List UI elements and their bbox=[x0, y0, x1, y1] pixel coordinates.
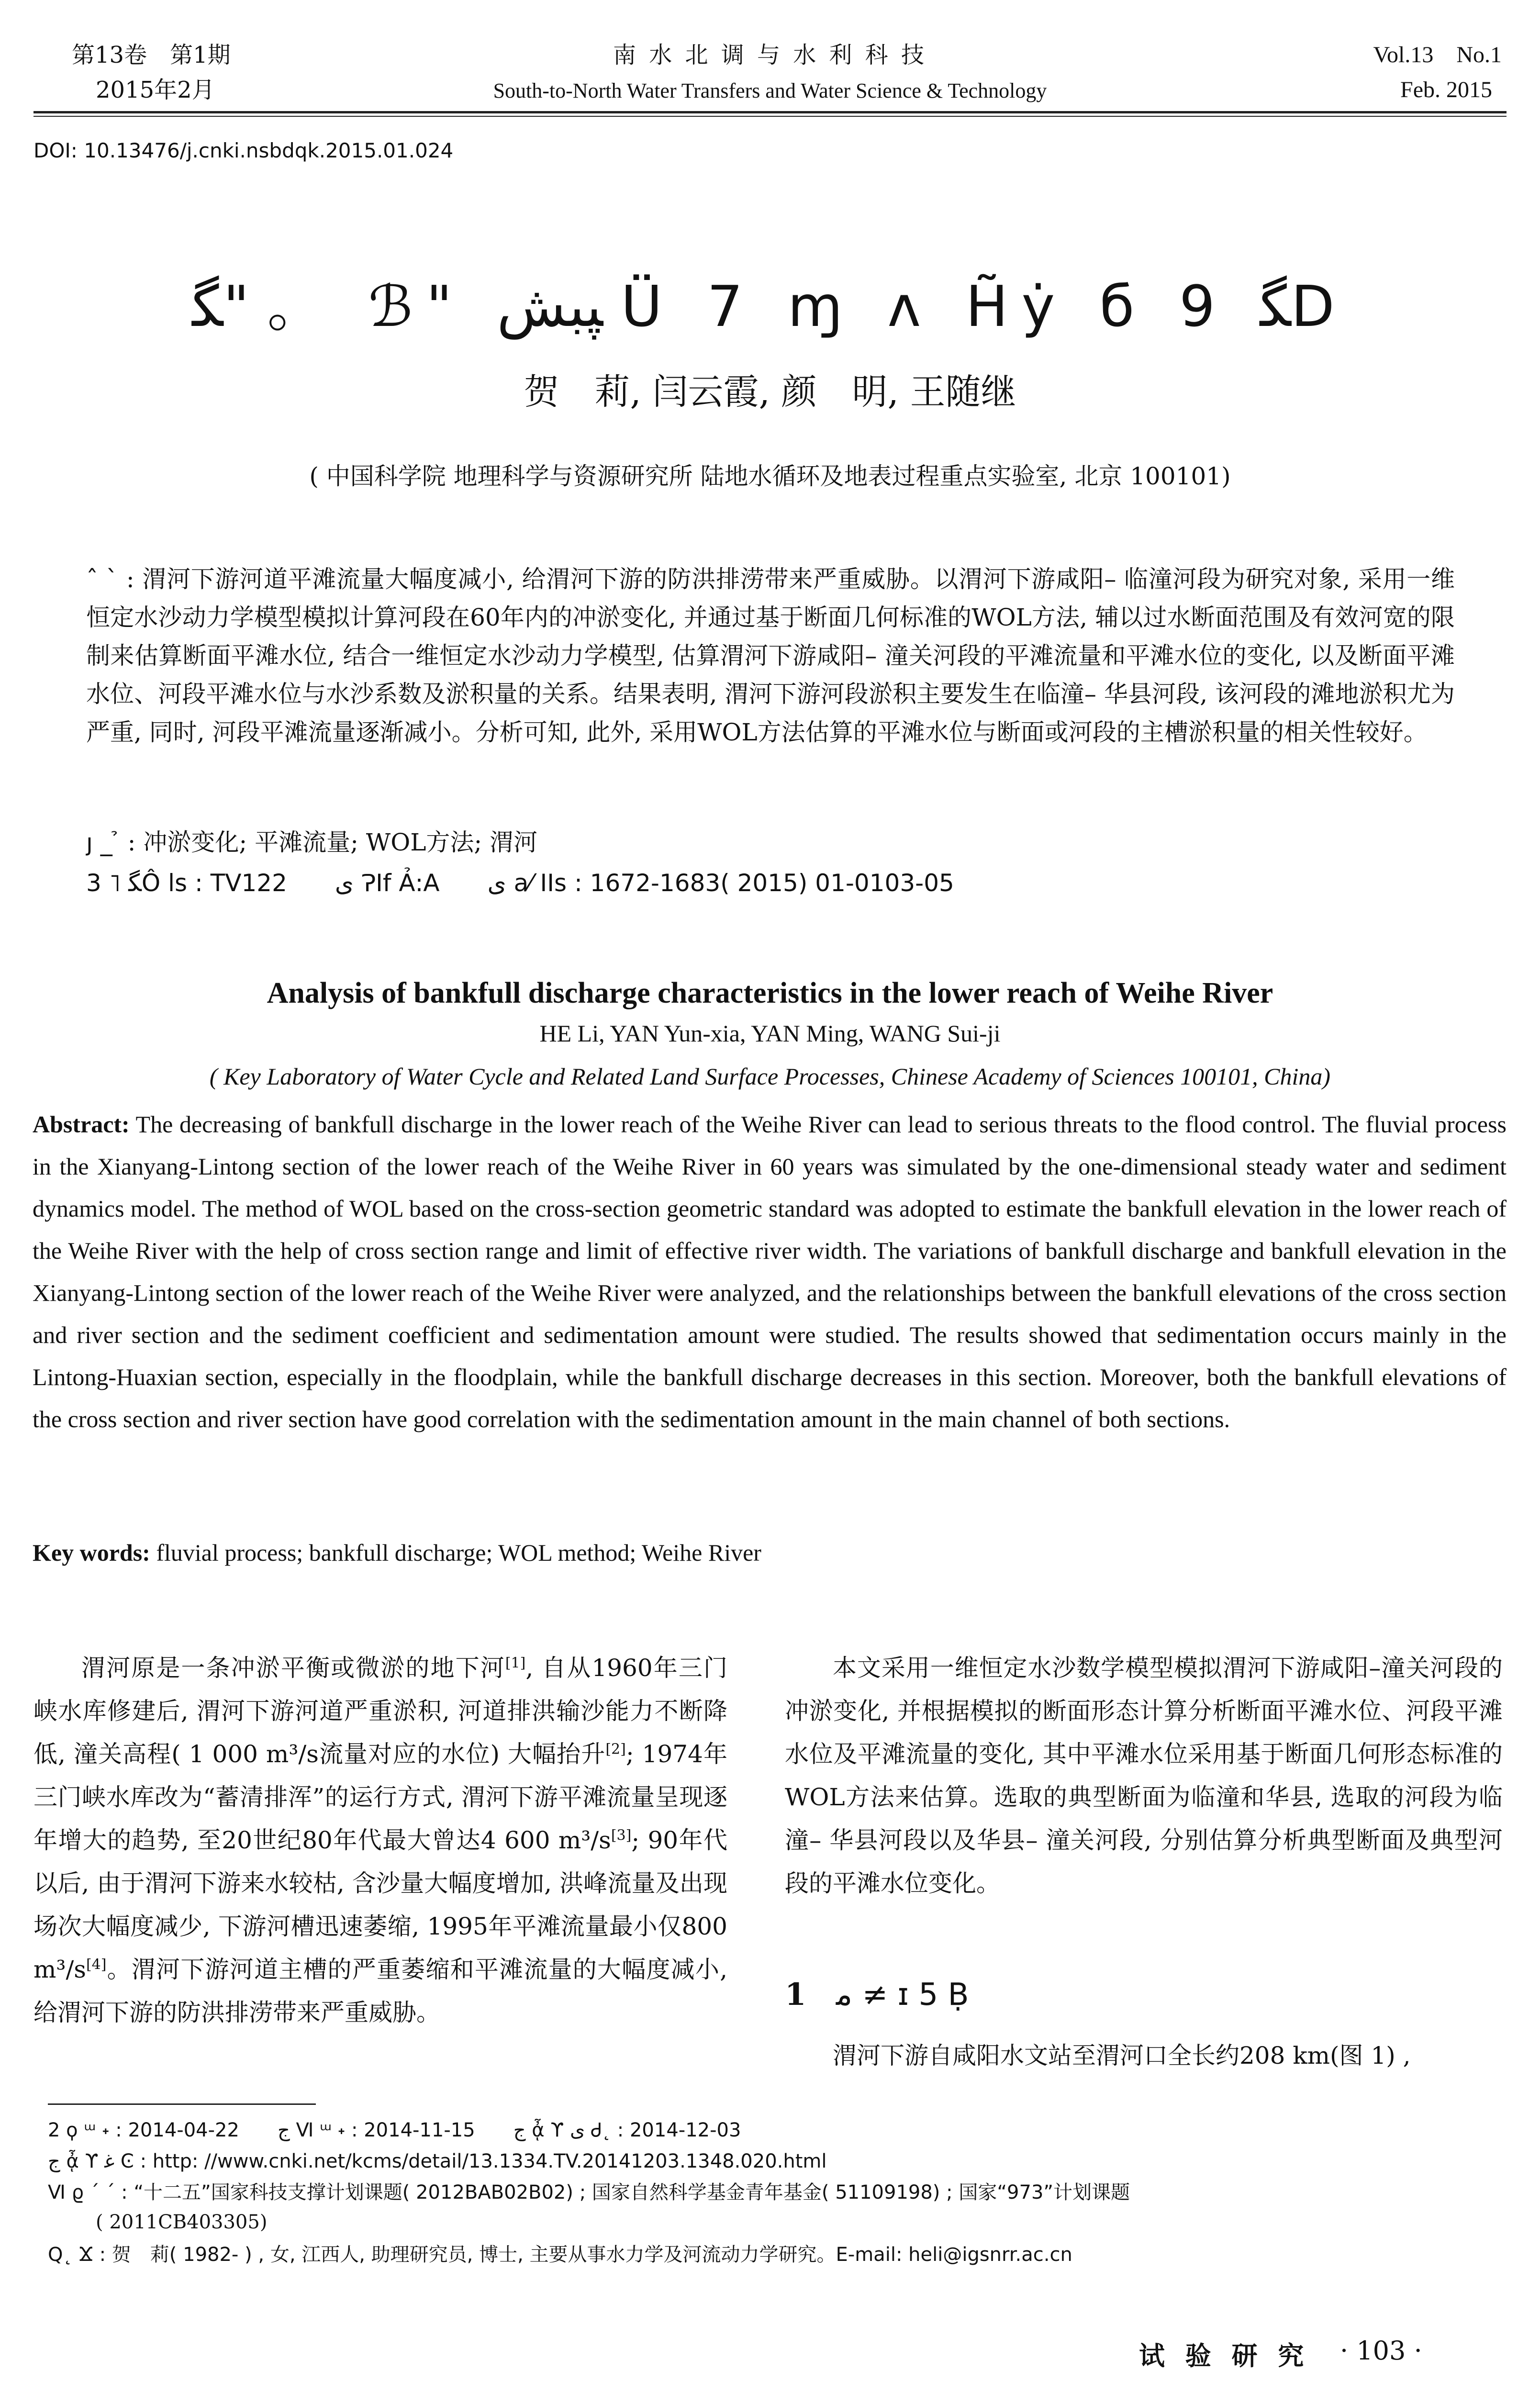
body-text: ; 1974年三门峡水库改为“蓄清排浑”的运行方式, 渭河下游平滩流量呈现逐年增大的趋势, 至20世纪80年代最大曾达4 600 m³/s bbox=[33, 1740, 727, 1854]
keywords-cn bbox=[86, 823, 1455, 861]
abstract-en-text: The decreasing of bankfull discharge in the lower reach of the Weihe River can lead to serious threats to the flood control. The fluvial process in the Xianyang-Lintong section of the lower reach of the Weihe River in 60 years was simulated by the one-dimensional steady water and sediment dynamics model. The method of WOL based on the cross-section geometric standard was adopted to estimate the bankfull elevation in the lower reach of the Weihe River with the help of cross section range and limit of effective river width. The variations of bankfull discharge and bankfull elevation in the Xianyang-Lintong section of the lower reach of the Weihe River were analyzed, and the relationships between the bankfull elevations of the cross section and river section and the sediment coefficient and sedimentation amount were studied. The results showed that sedimentation occurs mainly in the Lintong-Huaxian section, especially in the floodplain, while the bankfull discharge decreases in this section. Moreover, both the bankfull elevations of the cross section and river section have good correlation with the sedimentation amount in the main channel of both sections. bbox=[33, 1111, 1507, 1432]
section-heading bbox=[785, 1977, 969, 2013]
body-text: 渭河原是一条冲淤平衡或微淤的地下河 bbox=[81, 1654, 505, 1682]
paper-title-cn: ﮕ" 。 ℬ" ﭙﺒﺶ Ü 7 ɱ ʌ H̃ẏ б 9 ﮕD bbox=[192, 273, 1348, 339]
citation-ref[interactable]: [3] bbox=[611, 1827, 632, 1844]
journal-name-cn: 南 水 北 调 与 水 利 科 技 bbox=[613, 42, 927, 68]
body-text: , 自从1960年三门峡水库修建后, 渭河下游河道严重淤积, 河道排洪输沙能力不断降低, 潼关高程( 1 000 m³/s流量对应的水位) 大幅抬升 bbox=[33, 1654, 727, 1768]
footnote-author-bio: Q˛ Ϫ : 贺 莉( 1982- ) , 女, 江西人, 助理研究员, 博士, 主要从事水力学及河流动力学研究。E-mail: heli@igsnrr.ac.cn bbox=[48, 2244, 1072, 2266]
classification-cn: 3 ˥ ﮕÔ ls : TV122 ى ɁⅠf Ả:A ى a⁄ ⅠIs : 1672-1683( 2015) 01-0103-05 bbox=[86, 869, 954, 897]
journal-date: 2015年2月 bbox=[96, 77, 215, 103]
citation-ref[interactable]: [1] bbox=[505, 1655, 526, 1672]
footnote-divider bbox=[48, 2103, 316, 2105]
header-rule bbox=[33, 111, 1507, 113]
doi: DOI: 10.13476/j.cnki.nsbdqk.2015.01.024 bbox=[33, 139, 454, 162]
affiliation-en: ( Key Laboratory of Water Cycle and Related Land Surface Processes, Chinese Academy of Sciences 100101, China) bbox=[209, 1063, 1331, 1090]
header-rule-thin bbox=[33, 116, 1507, 117]
keywords-cn-text: : 冲淤变化; 平滩流量; WOL方法; 渭河 bbox=[127, 828, 538, 856]
journal-name-en: South-to-North Water Transfers and Water Science & Technology bbox=[493, 79, 1047, 102]
keywords-en-text: fluvial process; bankfull discharge; WOL method; Weihe River bbox=[156, 1539, 761, 1566]
footnote-url[interactable]: ج ᾆ ϒ ﻏ Ͼ : http: //www.cnki.net/kcms/detail/13.1334.TV.20141203.1348.020.html bbox=[48, 2150, 827, 2172]
abstract-en-label: Abstract: bbox=[33, 1111, 130, 1138]
page-number: · 103 · bbox=[1340, 2336, 1422, 2366]
abstract-cn bbox=[86, 560, 1455, 751]
keywords-en-label: Key words: bbox=[33, 1539, 150, 1566]
body-right-paragraph-2: 渭河下游自咸阳水文站至渭河口全长约208 km(图 1) , bbox=[833, 2042, 1411, 2069]
abstract-en bbox=[33, 1103, 1507, 1440]
authors-en: HE Li, YAN Yun-xia, YAN Ming, WANG Sui-ji bbox=[539, 1020, 1001, 1047]
affiliation-cn: ( 中国科学院 地理科学与资源研究所 陆地水循环及地表过程重点实验室, 北京 100101) bbox=[309, 462, 1231, 490]
journal-vol-no-en: Vol.13 No.1 bbox=[1373, 42, 1502, 67]
journal-volume-issue: 第13卷 第1期 bbox=[72, 42, 231, 68]
section-title: ﻣ ≠ ɪ 5 Ḅ bbox=[836, 1977, 969, 2013]
footnote-funding: Ⅵ ϱ ˊ ˊ : “十二五”国家科技支撑计划课题( 2012BAB02B02) ; 国家自然科学基金青年基金( 51109198) ; 国家“973”计划课题 bbox=[48, 2181, 1130, 2203]
citation-ref[interactable]: [4] bbox=[86, 1956, 107, 1973]
keywords-en bbox=[33, 1532, 1507, 1574]
citation-ref[interactable]: [2] bbox=[605, 1741, 626, 1758]
body-right-paragraph-1: 本文采用一维恒定水沙数学模型模拟渭河下游咸阳–潼关河段的冲淤变化, 并根据模拟的断面形态计算分析断面平滩水位、河段平滩水位及平滩流量的变化, 其中平滩水位采用基于断面几何形态标准的WOL方法来估算。选取的典型断面为临潼和华县, 选取的河段为临潼– 华县河段以及华县– 潼关河段, 分别估算分析典型断面及典型河段的平滩水位变化。 bbox=[785, 1654, 1503, 1897]
journal-date-en: Feb. 2015 bbox=[1400, 77, 1492, 102]
body-left-column bbox=[33, 1646, 727, 2034]
body-text: 。渭河下游河道主槽的严重萎缩和平滩流量的大幅度减小, 给渭河下游的防洪排涝带来严重威胁。 bbox=[33, 1956, 727, 2026]
abstract-cn-text: : 渭河下游河道平滩流量大幅度减小, 给渭河下游的防洪排涝带来严重威胁。以渭河下游咸阳– 临潼河段为研究对象, 采用一维恒定水沙动力学模型模拟计算河段在60年内的冲淤变化, 并通过基于断面几何标准的WOL方法, 辅以过水断面范围及有效河宽的限制来估算断面平滩水位, 结合一维恒定水沙动力学模型, 估算渭河下游咸阳– 潼关河段的平滩流量和平滩水位的变化, 以及断面平滩水位、河段平滩水位与水沙系数及淤积量的关系。结果表明, 渭河下游河段淤积主要发生在临潼– 华县河段, 该河段的滩地淤积尤为严重, 同时, 河段平滩流量逐渐减小。分析可知, 此外, 采用WOL方法估算的平滩水位与断面或河段的主槽淤积量的相关性较好。 bbox=[86, 565, 1455, 746]
section-number: 1 bbox=[785, 1977, 806, 2013]
authors-cn: 贺 莉, 闫云霞, 颜 明, 王随继 bbox=[524, 371, 1016, 413]
paper-title-en: Analysis of bankfull discharge characteristics in the lower reach of Weihe River bbox=[267, 977, 1273, 1009]
keywords-cn-label: ȷ _ ̉ bbox=[86, 828, 120, 856]
footnote-dates: 2 ϙ ᵚ ˖ : 2014-04-22 ﺝ Ⅵ ᵚ ˖ : 2014-11-15 ج ᾆ ϒ ى Ꮷ˛ : 2014-12-03 bbox=[48, 2119, 741, 2141]
footnote-funding-cont: ( 2011CB403305) bbox=[96, 2211, 268, 2233]
abstract-cn-label: ˆ ˋ bbox=[86, 565, 119, 593]
footer-section-label: 试 验 研 究 bbox=[1139, 2340, 1310, 2371]
body-text: ; 90年代以后, 由于渭河下游来水较枯, 含沙量大幅度增加, 洪峰流量及出现场次大幅度减少, 下游河槽迅速萎缩, 1995年平滩流量最小仅800 m³/s bbox=[33, 1826, 727, 1983]
